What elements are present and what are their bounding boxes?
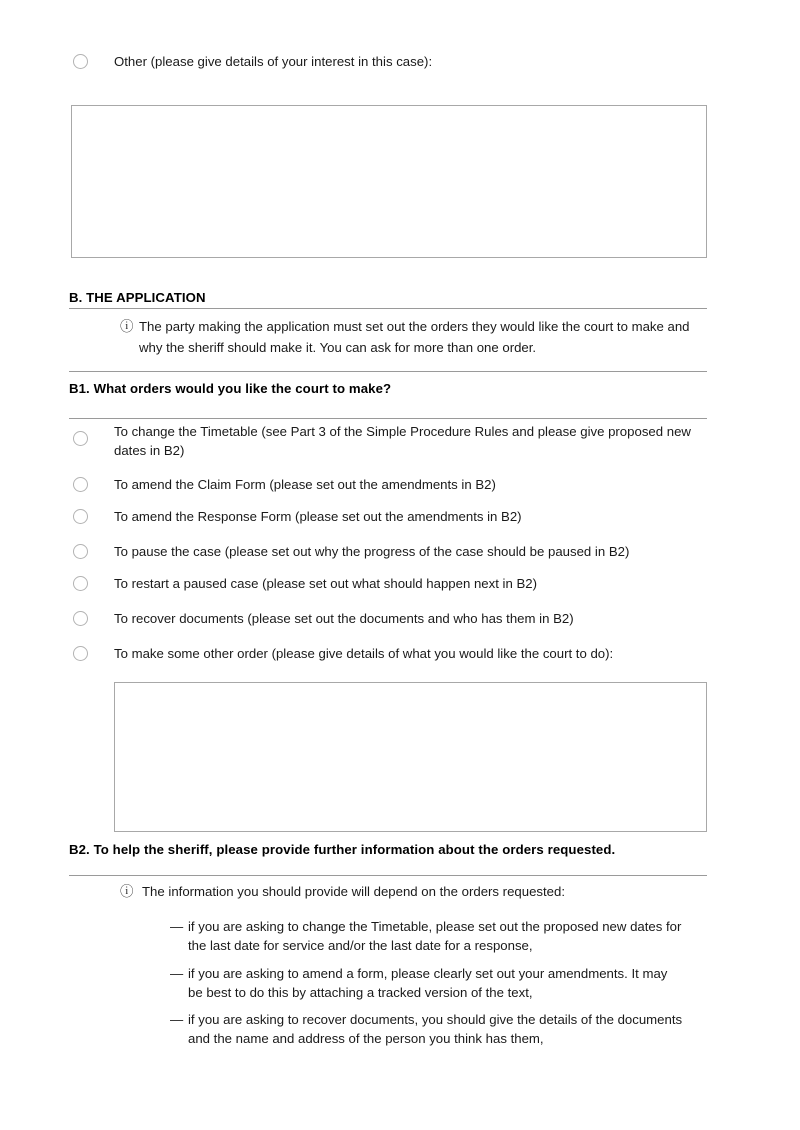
radio-button-other[interactable]	[73, 54, 88, 69]
section-b-heading: B. THE APPLICATION	[69, 290, 206, 305]
section-b-note: The party making the application must set out the orders they would like the court to make and why the sheriff should make it. You can ask for more than one order.	[139, 319, 690, 355]
bullet-dash-icon: —	[170, 919, 184, 934]
radio-button-amend-claim-form[interactable]	[73, 477, 88, 492]
info-icon: ⓘ	[120, 319, 134, 334]
other-interest-textbox[interactable]	[71, 105, 707, 258]
divider	[69, 875, 707, 876]
divider	[69, 371, 707, 372]
radio-label-recover-documents: To recover documents (please set out the documents and who has them in B2)	[114, 611, 574, 626]
b1-heading: B1. What orders would you like the court to make?	[69, 381, 392, 396]
radio-label-amend-claim-form: To amend the Claim Form (please set out the amendments in B2)	[114, 477, 496, 492]
radio-label-pause-case: To pause the case (please set out why the progress of the case should be paused in B2)	[114, 544, 630, 559]
radio-label-restart-case: To restart a paused case (please set out what should happen next in B2)	[114, 576, 537, 591]
divider	[69, 308, 707, 309]
radio-label-amend-response-form: To amend the Response Form (please set out the amendments in B2)	[114, 509, 522, 524]
radio-button-restart-case[interactable]	[73, 576, 88, 591]
divider	[69, 418, 707, 419]
bullet-dash-icon: —	[170, 1012, 184, 1027]
bullet-dash-icon: —	[170, 966, 184, 981]
radio-button-recover-documents[interactable]	[73, 611, 88, 626]
radio-label-other: Other (please give details of your interest in this case):	[114, 54, 433, 69]
radio-label-other-order: To make some other order (please give details of what you would like the court to do):	[114, 646, 614, 661]
guidance-bullet-text: if you are asking to change the Timetable, please set out the proposed new dates for the last date for service and/or the last date for a response,	[188, 919, 682, 953]
radio-label-change-timetable: To change the Timetable (see Part 3 of the Simple Procedure Rules and please give proposed new dates in B2)	[114, 424, 691, 458]
guidance-bullet-text: if you are asking to amend a form, please clearly set out your amendments. It may be best to do this by attaching a tracked version of the text,	[188, 966, 668, 1000]
guidance-bullet-text: if you are asking to recover documents, you should give the details of the documents and the name and address of the person you think has them,	[188, 1012, 683, 1046]
radio-button-amend-response-form[interactable]	[73, 509, 88, 524]
b2-note: The information you should provide will depend on the orders requested:	[142, 884, 565, 899]
radio-button-pause-case[interactable]	[73, 544, 88, 559]
info-icon: ⓘ	[120, 884, 134, 899]
b2-heading: B2. To help the sheriff, please provide further information about the orders requested.	[69, 842, 616, 857]
radio-button-other-order[interactable]	[73, 646, 88, 661]
radio-button-change-timetable[interactable]	[73, 431, 88, 446]
other-order-textbox[interactable]	[114, 682, 707, 832]
